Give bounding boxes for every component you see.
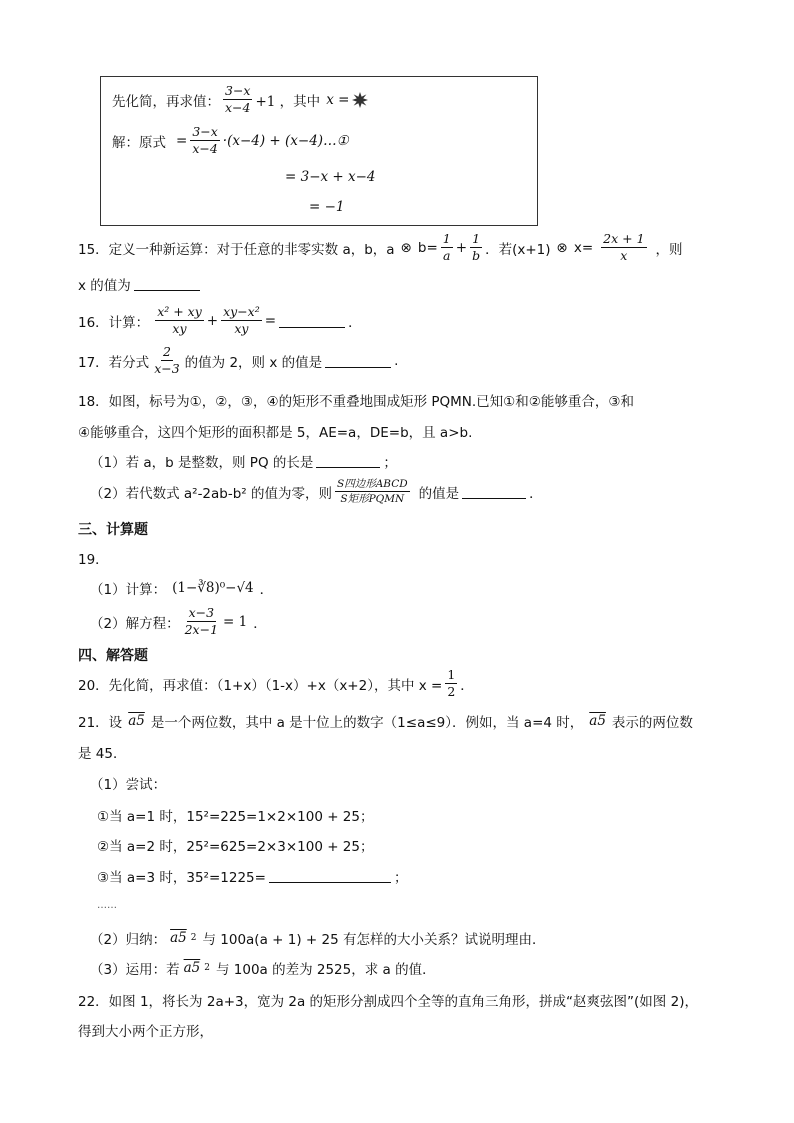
question-17: 17．若分式 $\frac{2}{x-3}$ 的值为 2，则 x 的值是 . [78, 344, 399, 377]
answer-blank[interactable] [462, 485, 526, 499]
fraction: $\frac{\text{x² + xy}}{xy}$ [157, 304, 202, 337]
box-solution-line-2: = 3−x + x−4 [285, 169, 376, 185]
question-19: 19． [78, 552, 109, 568]
question-21-part-2: （2）归纳： a5 2 与 100a(a + 1) + 25 有怎样的大小关系？试说明理由． [90, 930, 546, 948]
question-18-part-2: （2）若代数式 a²-2ab-b² 的值为零，则 $\frac{\text{S四边形ABCD}}{\text{S矩形PQMN}}$ 的值是 ． [90, 478, 543, 506]
question-21-try-2: ②当 a=2 时，25²=625=2×3×100 + 25； [97, 839, 374, 855]
box-question-line: 先化简，再求值： $\frac{3-x}{x-4}$ +1 ，其中 x = [112, 84, 368, 116]
question-18-line-1: 18．如图，标号为①，②，③，④的矩形不重叠地围成矩形 PQMN.已知①和②能够重合，③和 [78, 394, 634, 410]
question-18-part-1: （1）若 a，b 是整数，则 PQ 的长是 ； [90, 455, 397, 471]
fraction: $\frac{1}{b}$ [472, 231, 481, 264]
question-20: 20．先化简，再求值：（1+x）（1-x）+x（x+2），其中 x = $\frac{1}{2}$ ． [78, 667, 474, 700]
answer-blank[interactable] [316, 454, 380, 468]
fraction: $\frac{\text{xy−x²}}{xy}$ [223, 304, 260, 337]
question-16: 16．计算： $\frac{\text{x² + xy}}{xy}$ + $\frac{\text{xy−x²}}{xy}$ = ． [78, 304, 362, 337]
fraction: $\frac{3-x}{x-4}$ [192, 124, 218, 157]
question-19-part-1: （1）计算： (1−∛8)⁰−√4 ． [90, 580, 274, 598]
fraction: $\frac{2}{x-3}$ [154, 344, 180, 377]
answer-blank[interactable] [325, 354, 391, 368]
answer-blank[interactable] [269, 869, 391, 883]
fraction: $\frac{3-x}{x-4}$ [225, 83, 251, 116]
ink-blot-icon [352, 92, 368, 108]
fraction: $\frac{1}{2}$ [447, 667, 456, 700]
question-22-line-1: 22．如图 1，将长为 2a+3，宽为 2a 的矩形分割成四个全等的直角三角形，拼成“赵爽弦图”(如图 2)， [78, 994, 698, 1010]
section-heading-3: 三、计算题 [78, 522, 148, 538]
question-21-line-1: 21．设 a5 是一个两位数，其中 a 是十位上的数字（1≤a≤9）．例如，当 a=4 时， a5 表示的两位数 [78, 713, 693, 731]
question-21-line-2: 是 45． [78, 746, 127, 762]
question-21-try-1: ①当 a=1 时，15²=225=1×2×100 + 25； [97, 809, 374, 825]
box-solution-line-3: = −1 [309, 199, 345, 215]
section-heading-4: 四、解答题 [78, 648, 148, 664]
question-21-part-3: （3）运用：若 a5 2 与 100a 的差为 2525，求 a 的值． [90, 960, 436, 978]
box-solution-line-1: 解：原式 = $\frac{3-x}{x-4}$ ·(x−4) + (x−4)…① [112, 124, 349, 157]
fraction: $\frac{\text{S四边形ABCD}}{\text{S矩形PQMN}}$ [337, 478, 408, 506]
fraction: $\frac{2x + 1}{x}$ [603, 231, 645, 264]
ellipsis: …… [97, 900, 117, 911]
answer-blank[interactable] [134, 277, 200, 291]
question-19-part-2: （2）解方程： $\frac{x-3}{2x-1}$ = 1 ． [90, 605, 267, 638]
question-15-line-2: x 的值为 [78, 274, 203, 294]
question-21-try: （1）尝试： [90, 777, 167, 793]
question-18-line-2: ④能够重合，这四个矩形的面积都是 5，AE=a，DE=b，且 a>b. [78, 425, 473, 441]
fraction: $\frac{x-3}{2x-1}$ [184, 605, 219, 638]
question-15: 15．定义一种新运算：对于任意的非零实数 a，b，a ⊗ b= $\frac{1}{a}$ + $\frac{1}{b}$ ．若(x+1) ⊗ x= $\frac{2x + 1}{x}$ ，则 [78, 231, 683, 264]
fraction: $\frac{1}{a}$ [442, 231, 451, 264]
question-21-try-3: ③当 a=3 时，35²=1225= ； [97, 870, 408, 886]
question-22-line-2: 得到大小两个正方形， [78, 1024, 213, 1040]
answer-blank[interactable] [279, 314, 345, 328]
